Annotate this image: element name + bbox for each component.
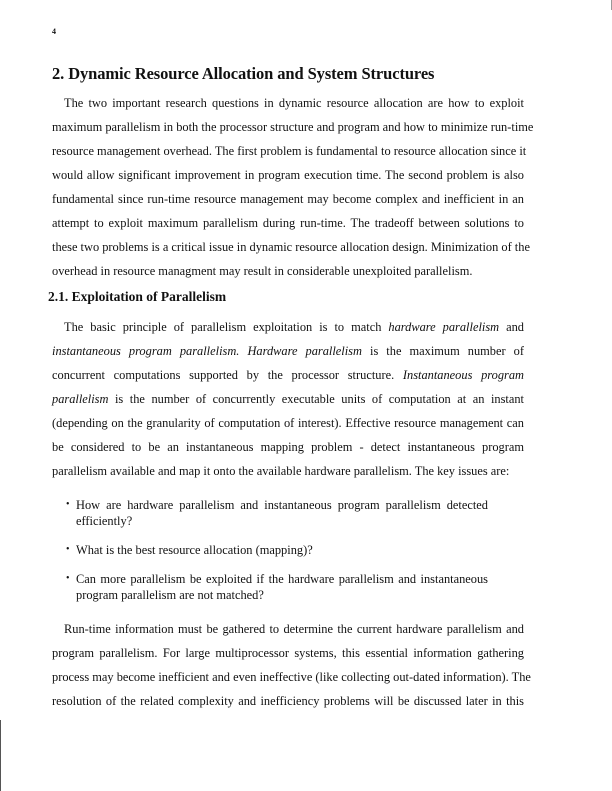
paragraph-line: The two important research questions in dynamic resource allocation are how to exploit bbox=[64, 96, 524, 110]
paragraph-line bbox=[52, 315, 524, 339]
list-item bbox=[66, 497, 488, 529]
text-run: is the maximum number of bbox=[361, 344, 524, 358]
paragraph-line: (depending on the granularity of computation of interest). Effective resource management can bbox=[52, 416, 524, 430]
paragraph-line: these two problems is a critical issue in dynamic resource allocation design. Minimization of the bbox=[52, 240, 530, 254]
paragraph-line: program parallelism. For large multiprocessor systems, this essential information gathering bbox=[52, 646, 524, 660]
paragraph-line: would allow significant improvement in program execution time. The second problem is also bbox=[52, 168, 524, 182]
paragraph-line: resolution of the related complexity and inefficiency problems will be discussed later in this bbox=[52, 694, 524, 708]
paragraph-line bbox=[52, 339, 524, 363]
paragraph-line: overhead in resource managment may result in considerable unexploited parallelism. bbox=[52, 264, 473, 278]
paragraph-line: parallelism available and map it onto the available hardware parallelism. The key issues are: bbox=[52, 464, 510, 478]
paragraph-line: attempt to exploit maximum parallelism during run-time. The tradeoff between solutions to bbox=[52, 216, 524, 230]
list-item bbox=[66, 571, 488, 603]
text-run: concurrent computations supported by the processor structure. bbox=[52, 368, 403, 382]
scan-edge-mark bbox=[0, 720, 1, 791]
text-run: The basic principle of parallelism exploitation is to match bbox=[64, 320, 389, 334]
paragraph-line: be considered to be an instantaneous mapping problem - detect instantaneous program bbox=[52, 440, 524, 454]
text-run: is the number of concurrently executable units of computation at an instant bbox=[108, 392, 524, 406]
term-instantaneous-program: Instantaneous program bbox=[402, 368, 524, 382]
paragraph-line: maximum parallelism in both the processor structure and program and how to minimize run-time bbox=[52, 120, 534, 134]
page-number: 4 bbox=[52, 27, 56, 36]
list-item-line: program parallelism are not matched? bbox=[76, 588, 264, 602]
paragraph-line: Run-time information must be gathered to determine the current hardware parallelism and bbox=[64, 622, 524, 636]
paragraph-line: resource management overhead. The first problem is fundamental to resource allocation since it bbox=[52, 144, 527, 158]
paragraph-line bbox=[52, 363, 524, 387]
bullet-icon: • bbox=[66, 499, 70, 510]
section-heading: 2. Dynamic Resource Allocation and System Structures bbox=[52, 64, 435, 83]
subsection-heading: 2.1. Exploitation of Parallelism bbox=[48, 289, 227, 304]
list-item-line: How are hardware parallelism and instantaneous program parallelism detected bbox=[76, 498, 488, 512]
paragraph-line: fundamental since run-time resource management may become complex and inefficient in an bbox=[52, 192, 524, 206]
term-hardware-parallelism: Hardware parallelism bbox=[247, 344, 362, 358]
bullet-icon: • bbox=[66, 573, 70, 584]
paragraph-parallelism bbox=[52, 315, 524, 483]
key-issues-list bbox=[66, 497, 488, 616]
paragraph-line: process may become inefficient and even ineffective (like collecting out-dated information). The bbox=[52, 670, 531, 684]
list-item bbox=[66, 542, 488, 558]
text-run: and bbox=[499, 320, 524, 334]
paragraph-intro bbox=[52, 91, 534, 283]
paragraph-line bbox=[52, 387, 524, 411]
paragraph-runtime-information bbox=[52, 617, 531, 713]
term-parallelism: parallelism bbox=[52, 392, 109, 406]
term-instantaneous-program-parallelism: instantaneous program parallelism. bbox=[52, 344, 240, 358]
bullet-icon: • bbox=[66, 544, 70, 555]
term-hardware-parallelism: hardware parallelism bbox=[388, 320, 500, 334]
list-item-line: efficiently? bbox=[76, 514, 133, 528]
list-item-line: Can more parallelism be exploited if the hardware parallelism and instantaneous bbox=[76, 572, 488, 586]
list-item-line: What is the best resource allocation (mapping)? bbox=[76, 543, 313, 557]
